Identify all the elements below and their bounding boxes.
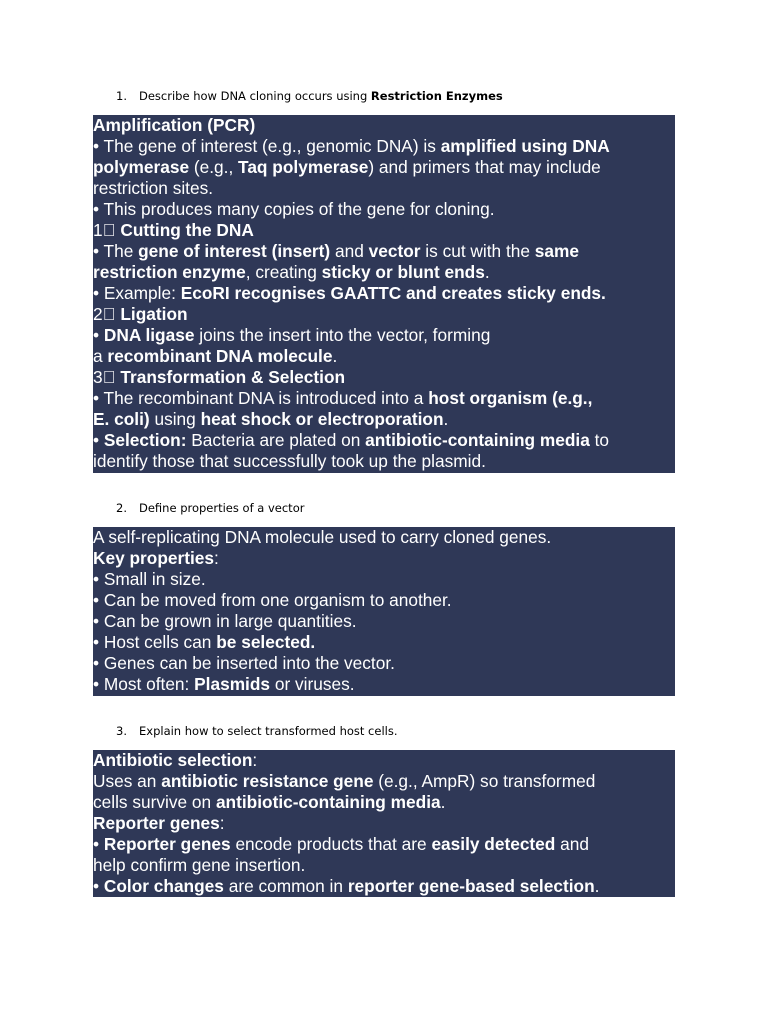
heading-antibiotic-selection: Antibiotic selection: [93, 750, 253, 770]
text: • Most often:: [93, 674, 195, 694]
text: • Host cells can: [93, 632, 217, 652]
answer-2-line: A self-replicating DNA molecule used to carry cloned genes.: [93, 527, 552, 547]
text: joins the insert into the vector, forming: [194, 325, 491, 345]
text: Bacteria are plated on: [186, 430, 366, 450]
answer-1-line: restriction sites.: [93, 178, 214, 198]
answer-1-line: identify those that successfully took up the plasmid.: [93, 451, 486, 471]
answer-3-line: [93, 792, 675, 813]
bold-text: recombinant DNA molecule: [107, 346, 333, 366]
text: a: [93, 346, 108, 366]
answer-3-line: [93, 876, 675, 897]
step-number: 2⃣: [93, 304, 121, 324]
heading-amplification: Amplification (PCR): [93, 115, 256, 135]
bold-text: vector: [368, 241, 421, 261]
text: .: [440, 792, 446, 812]
answer-1-line: • This produces many copies of the gene for cloning.: [93, 199, 495, 219]
heading-key-properties: Key properties: [93, 548, 215, 568]
heading-reporter-genes: Reporter genes: [93, 813, 220, 833]
bold-text: be selected.: [216, 632, 316, 652]
answer-3-line: [93, 834, 675, 855]
answer-1-box: [93, 115, 675, 473]
text: or viruses.: [270, 674, 355, 694]
text: (e.g.,: [189, 157, 239, 177]
answer-1-line: [93, 157, 675, 178]
bold-text: same: [534, 241, 579, 261]
text: are common in: [223, 876, 348, 896]
question-3-number: 3.: [116, 724, 127, 738]
question-2: [116, 500, 304, 516]
answer-1-line: [93, 262, 675, 283]
answer-3-line: [93, 771, 675, 792]
answer-2-line: • Small in size.: [93, 569, 206, 589]
bold-text: DNA ligase: [103, 325, 195, 345]
answer-3-box: [93, 750, 675, 897]
bold-text: polymerase: [93, 157, 190, 177]
bold-text: reporter gene-based selection: [347, 876, 595, 896]
answer-1-line: [93, 409, 675, 430]
text: •: [93, 325, 104, 345]
text: (e.g., AmpR) so transformed: [373, 771, 596, 791]
answer-3-line: [93, 813, 675, 834]
heading-transformation: Transformation & Selection: [120, 367, 346, 387]
text: and: [330, 241, 369, 261]
question-1-text: Describe how DNA cloning occurs using: [139, 89, 371, 103]
answer-1-line: [93, 346, 675, 367]
text: Uses an: [93, 771, 162, 791]
answer-1-line: [93, 220, 675, 241]
bold-text: Taq polymerase: [238, 157, 369, 177]
answer-3-line: [93, 750, 675, 771]
bold-text: sticky or blunt ends: [321, 262, 485, 282]
answer-2-box: [93, 527, 675, 696]
answer-2-line: [93, 632, 675, 653]
answer-1-line: [93, 325, 675, 346]
bold-text: Selection:: [103, 430, 187, 450]
bold-text: heat shock or electroporation: [200, 409, 444, 429]
bold-text: Plasmids: [194, 674, 271, 694]
text: is cut with the: [420, 241, 535, 261]
bold-text: easily detected: [431, 834, 556, 854]
text: •: [93, 876, 104, 896]
question-3: [116, 723, 398, 739]
answer-2-line: • Genes can be inserted into the vector.: [93, 653, 395, 673]
text: to: [589, 430, 610, 450]
question-1-number: 1.: [116, 89, 127, 103]
text: • The recombinant DNA is introduced into a: [93, 388, 429, 408]
question-2-number: 2.: [116, 501, 127, 515]
answer-1-line: [93, 304, 675, 325]
bold-text: antibiotic-containing media: [365, 430, 590, 450]
text: • Example:: [93, 283, 181, 303]
answer-1-line: [93, 136, 675, 157]
text: .: [594, 876, 600, 896]
answer-1-line: [93, 388, 675, 409]
answer-1-line: [93, 283, 675, 304]
answer-2-line: • Can be moved from one organism to another.: [93, 590, 452, 610]
step-number: 3⃣: [93, 367, 121, 387]
answer-1-line: [93, 241, 675, 262]
text: .: [484, 262, 490, 282]
text: :: [214, 548, 219, 568]
bold-text: Reporter genes: [103, 834, 231, 854]
heading-cutting: Cutting the DNA: [120, 220, 254, 240]
bold-text: E. coli): [93, 409, 150, 429]
bold-text: antibiotic-containing media: [215, 792, 441, 812]
bold-text: EcoRI recognises GAATTC and creates sticky ends.: [180, 283, 606, 303]
text: •: [93, 430, 104, 450]
question-2-text: Define properties of a vector: [139, 501, 305, 515]
bold-text: antibiotic resistance gene: [161, 771, 374, 791]
answer-2-line: [93, 674, 675, 695]
bold-text: Color changes: [103, 876, 224, 896]
bold-text: restriction enzyme: [93, 262, 246, 282]
answer-1-line: [93, 430, 675, 451]
heading-ligation: Ligation: [120, 304, 188, 324]
answer-1-line: [93, 367, 675, 388]
text: ) and primers that may include: [368, 157, 601, 177]
answer-2-line: • Can be grown in large quantities.: [93, 611, 357, 631]
text: cells survive on: [93, 792, 216, 812]
answer-2-line: [93, 548, 675, 569]
bold-text: gene of interest (insert): [138, 241, 331, 261]
text: • The gene of interest (e.g., genomic DNA) is: [93, 136, 441, 156]
text: :: [219, 813, 225, 833]
question-1: [116, 88, 503, 104]
answer-1-line: [93, 115, 675, 136]
text: , creating: [245, 262, 322, 282]
text: using: [149, 409, 201, 429]
text: and: [555, 834, 589, 854]
step-number: 1⃣: [93, 220, 121, 240]
bold-text: host organism (e.g.,: [428, 388, 593, 408]
answer-3-line: help confirm gene insertion.: [93, 855, 306, 875]
question-1-bold: Restriction Enzymes: [370, 89, 503, 103]
text: .: [443, 409, 449, 429]
bold-text: amplified using DNA: [440, 136, 610, 156]
text: encode products that are: [230, 834, 432, 854]
question-3-text: Explain how to select transformed host cells.: [139, 724, 398, 738]
text: .: [332, 346, 338, 366]
text: :: [252, 750, 258, 770]
text: • The: [93, 241, 139, 261]
text: •: [93, 834, 104, 854]
